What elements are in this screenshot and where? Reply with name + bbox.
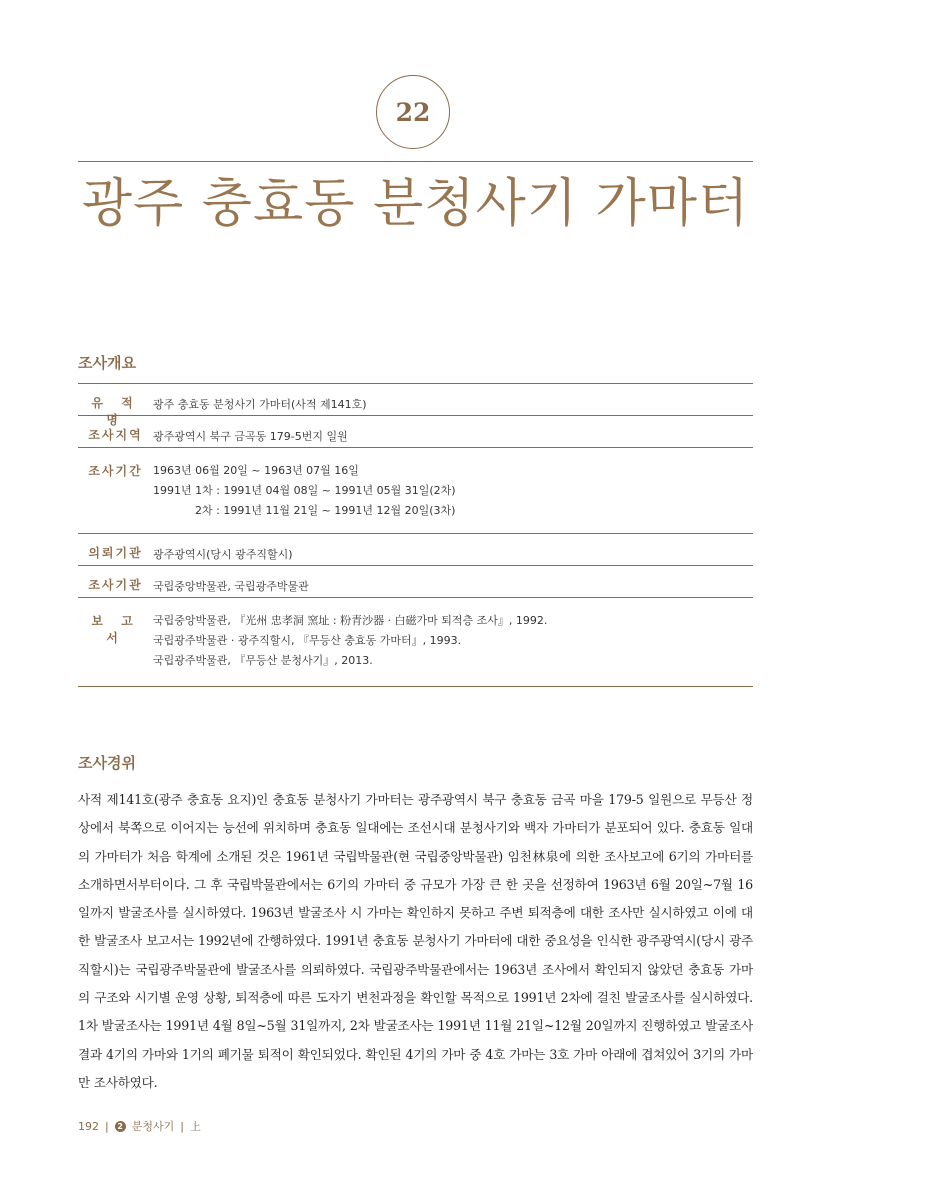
history-paragraph: 사적 제141호(광주 충효동 요지)인 충효동 분청사기 가마터는 광주광역시 북구 충효동 금곡 마을 179-5 일원으로 무등산 정상에서 북쪽으로 이어지는 능선에 위치하며 충효동 일대에는 조선시대 분청사기와 백자 가마터가 분포되어 있다. 충효동 일대의 가마터가 처음 학계에 소개된 것은 1961년 국립박물관(현 국립중앙박물관) 임천林泉에 의한 조사보고에 6기의 가마터를 소개하면서부터이다. 그 후 국립박물관에서는 6기의 가마터 중 규모가 가장 큰 한 곳을 선정하여 1963년 6월 20일~7월 16일까지 발굴조사를 실시하였다. 1963년 발굴조사 시 가마는 확인하지 못하고 주변 퇴적층에 대한 조사만 실시하였고 이에 대한 발굴조사 보고서는 1992년에 간행하였다. 1991년 충효동 분청사기 가마터에 대한 중요성을 인식한 광주광역시(당시 광주직할시)는 국립광주박물관에 발굴조사를 의뢰하였다. 국립광주박물관에서는 1963년 조사에서 확인되지 않았던 충효동 가마의 구조와 시기별 운영 상황, 퇴적층에 따른 도자기 변천과정을 확인할 목적으로 1991년 2차에 걸친 발굴조사를 실시하였다. 1차 발굴조사는 1991년 4월 8일~5월 31일까지, 2차 발굴조사는 1991년 11월 21일~12월 20일까지 진행하였고 발굴조사 결과 4기의 가마와 1기의 폐기물 퇴적이 확인되었다. 확인된 4기의 가마 중 4호 가마는 3호 가마 아래에 겹쳐있어 3기의 가마만 조사하였다. [78,792,753,1090]
overview-table [78,383,753,687]
row-label: 유 적 명 [91,396,140,427]
overview-heading: 조사개요 [78,354,136,372]
row-content [153,566,753,597]
volume-number-icon: 2 [115,1121,126,1132]
overview-row-report [78,598,753,686]
row-line: 1963년 06월 20일 ~ 1963년 07월 16일 [153,464,359,477]
footer-divider: | [105,1119,109,1133]
row-line: 1991년 1차 : 1991년 04월 08일 ~ 1991년 05월 31일(2차) [153,484,456,497]
book-part: 上 [189,1120,201,1133]
overview-row-site [78,384,753,427]
row-content [153,598,753,686]
overview-row-client [78,534,753,566]
title-divider [78,161,753,162]
page-title: 광주 충효동 분청사기 가마터 [81,174,750,234]
row-content [153,384,753,415]
overview-row-area [78,416,753,448]
row-label: 조사기간 [88,464,143,478]
overview-row-period [78,448,753,534]
row-label: 조사지역 [88,428,143,442]
row-line: 국립광주박물관 · 광주직할시, 『무등산 충효동 가마터』, 1993. [153,634,462,647]
page-number: 192 [78,1119,99,1133]
history-heading: 조사경위 [78,754,136,772]
page-footer [78,1118,201,1134]
row-line: 2차 : 1991년 11월 21일 ~ 1991년 12월 20일(3차) [195,504,456,517]
row-line: 광주광역시(당시 광주직할시) [153,548,293,561]
row-line: 국립중앙박물관, 국립광주박물관 [153,580,309,593]
row-label: 조사기관 [88,578,143,592]
row-content [153,448,753,533]
overview-row-institution [78,566,753,598]
row-line: 국립광주박물관, 『무등산 분청사기』, 2013. [153,654,373,667]
row-line: 광주광역시 북구 금곡동 179-5번지 일원 [153,430,348,443]
chapter-number: 22 [395,97,431,127]
row-line: 국립중앙박물관, 『光州 忠孝洞 窯址 : 粉青沙器 · 白磁가마 퇴적층 조사』, 1992. [153,614,548,627]
row-content [153,416,753,447]
book-title: 분청사기 [131,1120,175,1133]
row-label: 의뢰기관 [88,546,143,560]
row-content [153,534,753,565]
row-label: 보 고 서 [91,614,140,645]
chapter-number-badge [376,75,450,149]
footer-divider-2: | [180,1119,184,1133]
row-line: 광주 충효동 분청사기 가마터(사적 제141호) [153,398,367,411]
